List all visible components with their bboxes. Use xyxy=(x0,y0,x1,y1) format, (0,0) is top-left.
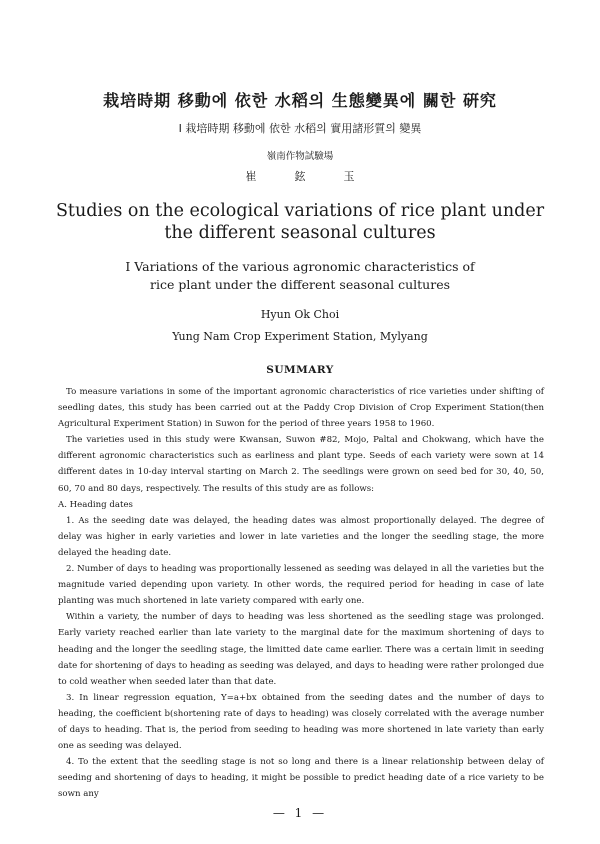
summary-heading: SUMMARY xyxy=(266,364,334,376)
paragraph: To measure variations in some of the important agronomic characteristics of rice varieties under shifting of seedling dates, this study has been carried out at the Paddy Crop Division of Crop Experiment Station(then Agricultural Experiment Station) in Suwon for the period of three years 1958 to 1960. xyxy=(58,387,544,430)
paragraph: Within a variety, the number of days to heading was less shortened as the seedling stage was prolonged. Early variety reached earlier than late variety to the marginal date for the maximum shortening of days to heading and the longer the seedling stage, the limitted date came earlier. There was a certain limit in seeding date for shortening of days to heading as seeding was delayed, and days to heading were rather prolonged due to cold weather when seeded later than that date. xyxy=(58,612,544,687)
english-title-line-2: the different seasonal cultures xyxy=(164,223,436,243)
english-subtitle xyxy=(0,258,600,294)
page-number: — 1 — xyxy=(272,806,328,820)
korean-institution: 嶺南作物試驗場 xyxy=(266,151,334,162)
english-subtitle-line-2: rice plant under the different seasonal cultures xyxy=(149,277,451,292)
paragraph: The varieties used in this study were Kwansan, Suwon #82, Mojo, Paltal and Chokwang, which have the different agronomic characteristics such as earliness and plant type. Seeds of each variety were sown at 14 different dates in 10-day interval starting on March 2. The seedlings were grown on seed bed for 30, 40, 50, 60, 70 and 80 days, respectively. The results of this study are as follows: xyxy=(58,435,544,494)
paragraph: 1. As the seeding date was delayed, the heading dates was almost proportionally delayed. The degree of delay was higher in early varieties and lower in late varieties and the longer the seedling stage, the more delayed the heading date. xyxy=(58,515,544,558)
paragraph: 4. To the extent that the seedling stage is not so long and there is a linear relationship between delay of seeding and shortening of days to heading, it might be possible to predict heading date of a rice variety to be sown any xyxy=(58,757,544,800)
summary-body xyxy=(58,384,544,802)
section-heading: A. Heading dates xyxy=(58,499,133,510)
english-subtitle-line-1: I Variations of the various agronomic characteristics of xyxy=(125,259,475,274)
english-author: Hyun Ok Choi xyxy=(260,308,340,321)
korean-subtitle: I 栽培時期 移動에 依한 水稻의 實用諸形質의 變異 xyxy=(178,122,422,135)
paragraph: 3. In linear regression equation, Y=a+bx obtained from the seeding dates and the number of days to heading, the coefficient b(shortening rate of days to heading) was closely correlated with the average number of days to heading. That is, the period from seeding to heading was more shortened in late variety than early one as seeding was delayed. xyxy=(58,692,544,752)
korean-title: 栽培時期 移動에 依한 水稻의 生態變異에 關한 硏究 xyxy=(103,91,497,110)
paragraph: 2. Number of days to heading was proportionally lessened as seeding was delayed in all the varieties but the magnitude varied depending upon variety. In other words, the required period for heading in case of late planting was much shortened in late variety compared with early one. xyxy=(58,564,544,607)
english-title-line-1: Studies on the ecological variations of rice plant under xyxy=(55,201,545,221)
korean-author: 崔鉉玉 xyxy=(245,170,393,183)
english-title xyxy=(0,200,600,244)
english-institution: Yung Nam Crop Experiment Station, Mylyang xyxy=(172,330,428,343)
